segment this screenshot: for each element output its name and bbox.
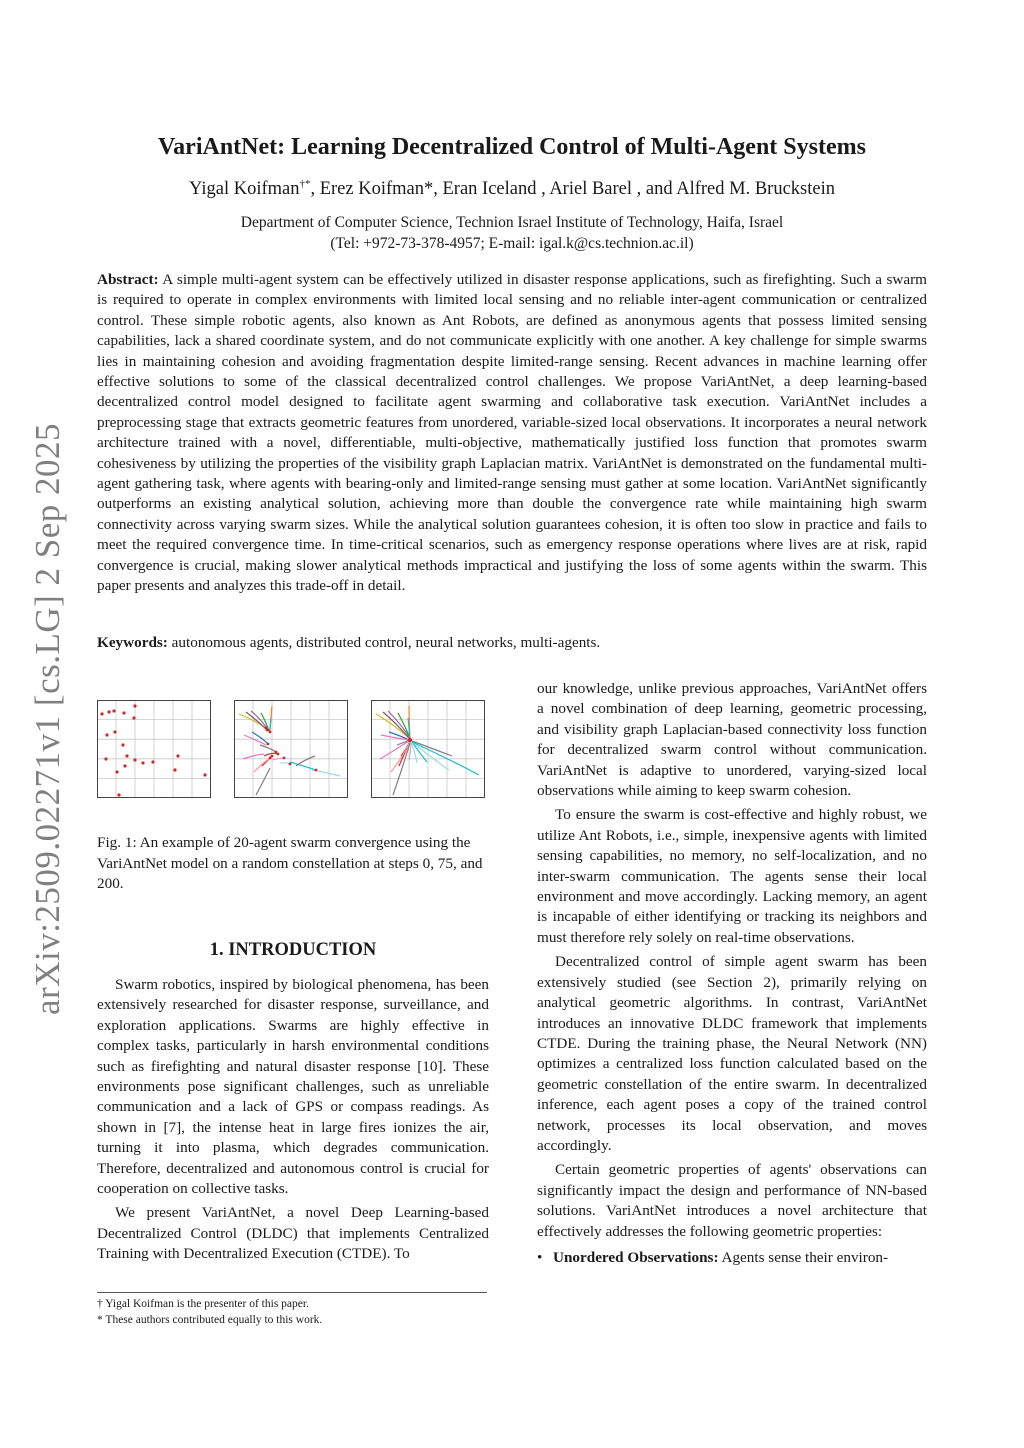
bullet-label: Unordered Observations:	[553, 1248, 719, 1266]
keywords-label: Keywords:	[97, 634, 168, 651]
section-heading: 1. INTRODUCTION	[209, 940, 377, 960]
abstract	[97, 270, 927, 597]
abstract-label: Abstract:	[97, 271, 159, 288]
bullet-text: Agents sense their environ-	[718, 1248, 889, 1266]
abstract-text: A simple multi-agent system can be effectively utilized in disaster response applications, such as firefighting. Such a swarm is required to operate in complex environments with limited local sensing and no reliable inter-agent communication or centralized control. These simple robotic agents, also known as Ant Robots, are defined as anonymous agents that possess limited sensing capabilities, lack a shared coordinate system, and do not communicate explicitly with one another. A key challenge for simple swarms lies in maintaining cohesion and avoiding fragmentation despite limited-range sensing. Recent advances in machine learning offer effective solutions to some of the classical decentralized control challenges. We propose VariAntNet, a deep learning-based decentralized control model designed to facilitate agent swarming and collaborative task execution. VariAntNet includes a preprocessing stage that extracts geometric features from unordered, variable-sized local observations. It incorporates a neural network architecture trained with a novel, differentiable, multi-objective, mathematically justified loss function that promotes swarm cohesiveness by utilizing the properties of the visibility graph Laplacian matrix. VariAntNet is demonstrated on the fundamental multi-agent gathering task, where agents with bearing-only and limited-range sensing must gather at some location. VariAntNet significantly outperforms an existing analytical solution, achieving more than double the convergence rate while maintaining high swarm connectivity across varying swarm sizes. While the analytical solution guarantees cohesion, it is often too slow in practice and fails to meet the required convergence time. In time-critical scenarios, such as emergency response operations where lives are at risk, rapid convergence is crucial, making slower analytical methods impractical and justifying the loss of some agents within the swarm. This paper presents and analyzes this trade-off in detail.	[97, 271, 927, 595]
affiliation	[0, 212, 1024, 254]
arxiv-identifier: arXiv:2509.02271v1 [cs.LG] 2 Sep 2025	[28, 422, 67, 1015]
contact-line: (Tel: +972-73-378-4957; E-mail: igal.k@cs.technion.ac.il)	[330, 235, 694, 252]
bullet-item	[537, 1248, 927, 1268]
paper-title: VariAntNet: Learning Decentralized Control of Multi-Agent Systems	[158, 134, 866, 160]
panel-step-0	[97, 700, 211, 798]
figure-swarm-convergence	[97, 700, 487, 800]
paragraph: To ensure the swarm is cost-effective and highly robust, we utilize Ant Robots, i.e., simple, inexpensive agents with limited sensing capabilities, no memory, no self-localization, and no inter-swarm communication. The agents sense their local environment and move accordingly. Lacking memory, an agent is incapable of either identifying or tracking its neighbors and must therefore rely solely on real-time observations.	[537, 806, 927, 946]
footnote-presenter: † Yigal Koifman is the presenter of this paper.	[97, 1298, 309, 1310]
paragraph: Decentralized control of simple agent swarm has been extensively studied (see Section 2), primarily relying on analytical geometric algorithms. In contrast, VariAntNet introduces an innovative DLDC framework that implements CTDE. During the training phase, the Neural Network (NN) optimizes a centralized loss function calculated based on the geometric constellation of the entire swarm. In decentralized inference, each agent poses a copy of the trained control network, processes its local observation, and moves accordingly.	[537, 953, 927, 1154]
keywords-text: autonomous agents, distributed control, neural networks, multi-agents.	[171, 634, 601, 651]
paragraph: We present VariAntNet, a novel Deep Learning-based Decentralized Control (DLDC) that implements Centralized Training with Decentralized Execution (CTDE). To	[97, 1204, 489, 1263]
first-author: Yigal Koifman	[189, 179, 300, 200]
footnote-equal-contribution: * These authors contributed equally to this work.	[97, 1314, 323, 1326]
right-column	[537, 679, 927, 1268]
paragraph: Swarm robotics, inspired by biological phenomena, has been extensively researched for disaster response, surveillance, and exploration applications. Swarms are highly effective in complex tasks, particularly in harsh environmental conditions such as firefighting and natural disaster response [10]. These environments pose significant challenges, such as unreliable communication and a lack of GPS or compass readings. As shown in [7], the intense heat in large fires ionizes the air, turning it into plasma, which degrades communication. Therefore, decentralized and autonomous control is crucial for cooperation on collective tasks.	[97, 976, 489, 1198]
keywords	[97, 633, 927, 653]
affiliation-line: Department of Computer Science, Technion Israel Institute of Technology, Haifa, Israel	[240, 214, 784, 231]
paragraph: our knowledge, unlike previous approaches, VariAntNet offers a novel combination of deep learning, geometric processing, and visibility graph Laplacian-based connectivity loss function for decentralized swarm control without communication. VariAntNet is adaptive to unordered, varying-sized local observations while aiming to keep swarm cohesion.	[537, 680, 927, 800]
figure-caption: Fig. 1: An example of 20-agent swarm convergence using the VariAntNet model on a random constellation at steps 0, 75, and 200.	[97, 834, 483, 893]
left-column	[97, 975, 489, 1269]
footnote-rule	[97, 1292, 487, 1293]
author-mark: †*	[299, 178, 311, 190]
bullet-dot: •	[537, 1248, 543, 1266]
author-list	[0, 178, 1024, 200]
panel-step-200	[371, 700, 485, 798]
panel-step-75	[234, 700, 348, 798]
other-authors: , Erez Koifman*, Eran Iceland , Ariel Barel , and Alfred M. Bruckstein	[310, 179, 835, 200]
paragraph: Certain geometric properties of agents' observations can significantly impact the design and performance of NN-based solutions. VariAntNet introduces a novel architecture that effectively addresses the following geometric properties:	[537, 1161, 927, 1240]
